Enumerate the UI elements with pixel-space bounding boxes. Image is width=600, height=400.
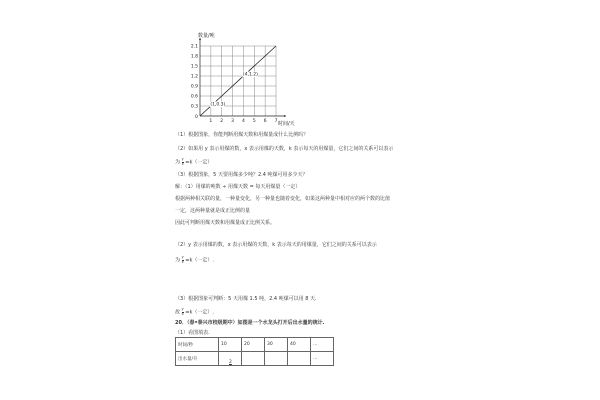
annotation-label: (4,1.2): [242, 72, 258, 78]
table-cell: [265, 352, 288, 366]
table-cell: 时间/秒: [176, 338, 219, 352]
y-tick-label: 0.9: [190, 84, 198, 90]
origin-label: 0: [195, 115, 198, 120]
answer-formula: [175, 308, 214, 316]
answer-suffix: =k（一定）.: [185, 309, 214, 316]
filled-value: 2: [229, 360, 232, 365]
x-tick-label: 6: [263, 119, 267, 124]
chart-annotations: [210, 72, 258, 108]
question-2-formula: [175, 158, 212, 166]
formula-prefix: 为: [175, 257, 181, 264]
table-cell: 20: [242, 338, 265, 352]
answer-prefix: 故: [175, 309, 181, 316]
question-1: （1）根据图象，你能判断用煤天数和用煤量成什么比例吗？: [175, 132, 309, 138]
y-tick-label: 2.1: [190, 44, 198, 50]
solution-heading: 解：（1）用煤的吨数 ÷ 用煤天数 = 每天用煤量（一定）: [175, 184, 301, 190]
formula-suffix: =k（一定）: [185, 159, 213, 166]
fraction-numerator: y: [181, 157, 184, 161]
fraction-y-over-x: [182, 158, 184, 166]
solution-3: （3）根据图象可判断：5 天用煤 1.5 吨，2.4 吨煤可以用 8 天.: [175, 296, 317, 302]
fraction-y-over-x: [182, 308, 184, 316]
solution-paragraph-3: 因此可判断用煤天数和用煤量成正比例关系。: [175, 220, 276, 226]
y-tick-label: 1.8: [190, 54, 198, 60]
y-tick-label: 1.2: [190, 74, 198, 80]
table-row: [176, 352, 334, 366]
fraction-numerator: y: [181, 307, 184, 311]
question-20: 20．（春•泰兴市校级期中）如图是一个水龙头打开后出水量的统计.: [175, 320, 325, 326]
question-20-part-1: （1）看图填表.: [175, 330, 210, 336]
y-tick-label: 0.3: [190, 104, 198, 110]
solution-2: （2）y 表示用煤的数，x 表示用煤的天数，k 表示每天的用煤量，它们之间的关系可以表示: [175, 242, 377, 248]
table-cell: …: [311, 352, 334, 366]
table-cell: …: [311, 338, 334, 352]
table-cell: 40: [288, 338, 311, 352]
y-tick-label: 1.5: [190, 64, 198, 70]
table-cell: 出水量/升: [176, 352, 219, 366]
fraction-denominator: x: [181, 311, 184, 316]
x-tick-label: 5: [252, 119, 256, 124]
fraction-y-over-x: [182, 256, 184, 264]
formula-prefix: 为: [175, 159, 181, 166]
x-tick-label: 2: [220, 119, 224, 124]
table-cell: [219, 352, 242, 366]
solution-paragraph-1: 根据两种相关联的量，一种量变化，另一种量也随着变化，如果这两种量中相对应的两个数的比值: [175, 196, 391, 202]
fraction-numerator: y: [181, 255, 184, 259]
y-tick-label: 0.6: [190, 94, 198, 100]
table-cell: 30: [265, 338, 288, 352]
x-axis-arrow: [284, 115, 286, 117]
solution-paragraph-2: 一定，这两种量就是成正比例的量: [175, 208, 251, 214]
table-cell: 10: [219, 338, 242, 352]
data-table: [175, 337, 334, 366]
x-tick-label: 7: [274, 119, 278, 124]
x-axis-label: 时间/天: [278, 121, 295, 127]
fraction-denominator: x: [181, 161, 184, 166]
solution-2-formula: [175, 256, 214, 264]
x-tick-label: 1: [209, 119, 213, 124]
question-3: （3）根据图象，5 天要用煤多少吨？2.4 吨煤可用多少天？: [175, 172, 308, 178]
table-row: [176, 338, 334, 352]
table-cell: [288, 352, 311, 366]
formula-suffix: =k（一定）.: [185, 257, 214, 264]
line-chart: [150, 32, 295, 128]
table-cell: [242, 352, 265, 366]
y-axis-label: 数量/吨: [198, 33, 215, 39]
annotation-label: (1,0.3): [210, 102, 226, 108]
question-2: （2）如果用 y 表示用煤的数，x 表示用煤的天数，k 表示每天的用煤量，它们之间的关系可以表示: [175, 146, 394, 152]
x-tick-label: 3: [231, 119, 235, 124]
x-tick-label: 4: [241, 119, 245, 124]
fraction-denominator: x: [181, 259, 184, 264]
